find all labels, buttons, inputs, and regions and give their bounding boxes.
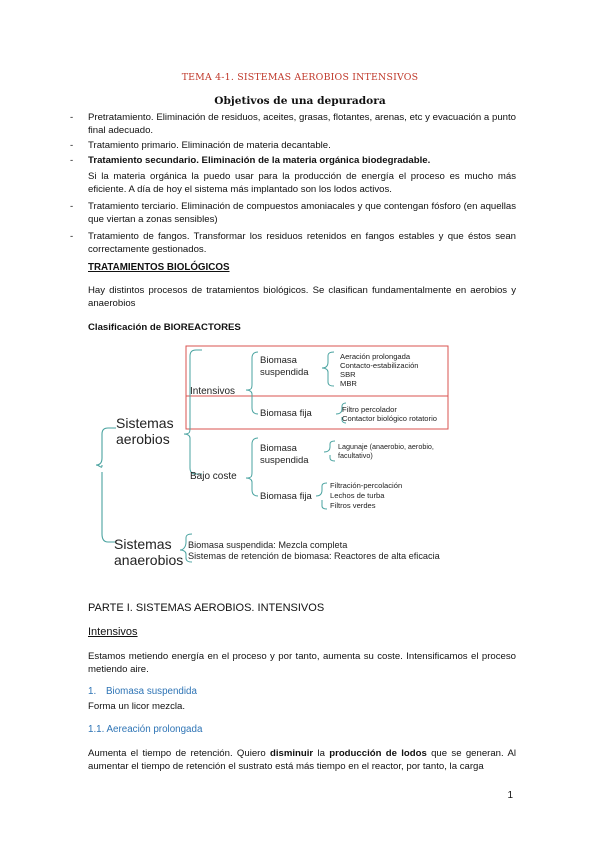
- bc-fija-items: Filtración-percolación Lechos de turba Filtros verdes: [330, 481, 403, 510]
- bc-biomasa-fija-label: Biomasa fija: [260, 491, 312, 502]
- list-item: - Tratamiento de fangos. Transformar los residuos retenidos en fangos estables y que éstos sean correctamente gestionados.: [70, 231, 516, 256]
- list-item: - Tratamiento terciario. Eliminación de compuestos amoniacales y que contengan fósforo (en aquellas que viertan a zonas sensibles): [70, 201, 516, 226]
- bc-fija-brace: [316, 483, 327, 509]
- intensivos-paragraph: Estamos metiendo energía en el proceso y por tanto, aumenta su coste. Intensificamos el proceso metiendo aire.: [88, 651, 516, 676]
- int-biomasa-fija-label: Biomasa fija: [260, 408, 312, 419]
- part1-heading: PARTE I. SISTEMAS AEROBIOS. INTENSIVOS: [88, 602, 325, 614]
- intensivos-heading: Intensivos: [88, 626, 138, 638]
- bioreactor-diagram: [80, 338, 520, 584]
- bio-heading: TRATAMIENTOS BIOLÓGICOS: [88, 262, 230, 273]
- intensivos-label: Intensivos: [190, 386, 236, 397]
- bc-susp-brace: [324, 441, 335, 461]
- section-heading: 1. Biomasa suspendida: [88, 686, 197, 697]
- bc-biomasa-suspendida-label: Biomasa suspendida: [260, 443, 309, 466]
- list-item: - Tratamiento primario. Eliminación de materia decantable.: [70, 140, 331, 151]
- bc-susp-items: Lagunaje (anaerobio, aerobio, facultativo): [338, 442, 434, 460]
- section-text: Forma un licor mezcla.: [88, 701, 186, 712]
- page-number: 1: [507, 790, 513, 801]
- sistemas-anaerobios-label: Sistemas anaerobios: [114, 536, 184, 568]
- document-title: TEMA 4-1. SISTEMAS AEROBIOS INTENSIVOS: [181, 72, 419, 83]
- list-item: - Tratamiento secundario. Eliminación de la materia orgánica biodegradable.: [70, 155, 431, 166]
- sistemas-aerobios-label: Sistemas aerobios: [116, 415, 174, 447]
- aerobios-brace: [184, 350, 202, 474]
- list-item: - Pretratamiento. Eliminación de residuos, aceites, grasas, flotantes, arenas, etc y evacuación a punto final adecuado.: [70, 112, 516, 137]
- int-fija-items: Filtro percolador Contactor biológico rotatorio: [342, 405, 437, 423]
- int-susp-brace: [322, 352, 334, 386]
- main-brace: [96, 428, 116, 542]
- objectives-heading: Objetivos de una depuradora: [214, 95, 386, 107]
- subsection-heading: 1.1. Aereación prolongada: [88, 724, 203, 735]
- aereacion-paragraph: Aumenta el tiempo de retención. Quiero disminuir la producción de lodos que se generan. Al aumentar el tiempo de retención el sustrato está más tiempo en el reactor, por tanto, la carga: [88, 748, 516, 773]
- objectives-note: Si la materia orgánica la puedo usar para la producción de energía el proceso es mucho más eficiente. A día de hoy el sistema más implantado son los lodos activos.: [88, 171, 516, 196]
- int-biomasa-suspendida-label: Biomasa suspendida: [260, 355, 309, 378]
- clasif-heading: Clasificación de BIOREACTORES: [88, 322, 241, 333]
- bajo-coste-label: Bajo coste: [190, 471, 237, 482]
- bio-intro: Hay distintos procesos de tratamientos biológicos. Se clasifican fundamentalmente en aerobios y anaerobios: [88, 285, 516, 310]
- intensivos-brace: [246, 352, 258, 414]
- int-susp-items: Aeración prolongada Contacto-estabilización SBR MBR: [340, 352, 419, 388]
- anaerobios-items: Biomasa suspendida: Mezcla completa Sistemas de retención de biomasa: Reactores de alta eficacia: [188, 540, 440, 561]
- bajo-coste-brace: [246, 438, 258, 496]
